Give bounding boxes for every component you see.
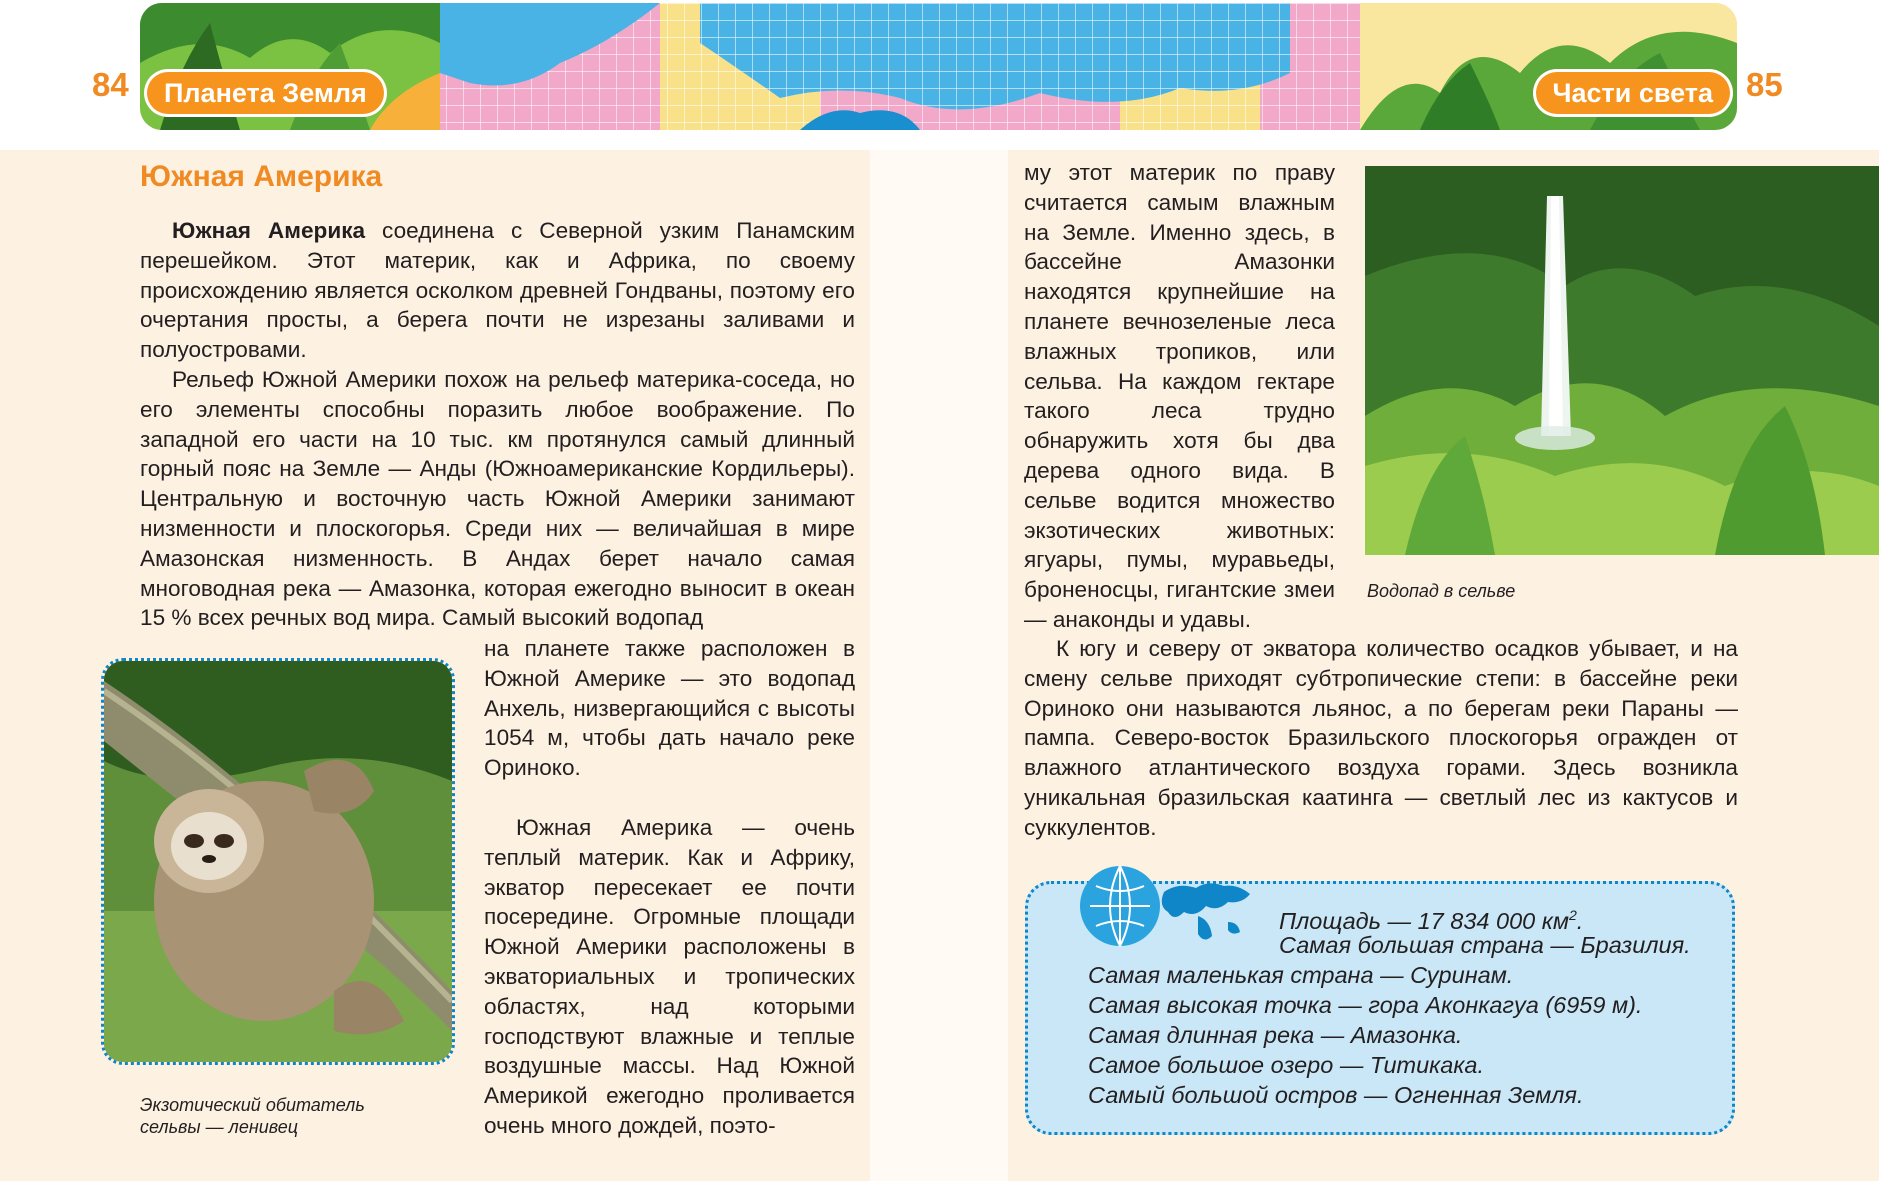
fact-largest-country: Самая большая страна — Бразилия. [1279,932,1691,958]
fact-largest-lake: Самое большое озеро — Титикака. [1088,1052,1485,1078]
facts-box [1025,881,1735,1135]
sloth-caption-line-1: Экзотический обитатель [140,1095,365,1115]
world-map-icon [1162,883,1250,939]
waterfall-paragraph: на планете также расположен в Южной Америке — это водопад Анхель, низвергающийся с высоты 1054 м, чтобы дать начало реке Ориноко. [484,636,855,781]
section-title: Южная Америка [140,160,383,193]
sloth-caption-line-2: сельвы — ленивец [140,1117,299,1137]
fact-area-value: Площадь — 17 834 000 км [1279,907,1569,934]
left-section-label: Планета Земля [144,69,387,117]
right-narrow-text [1024,158,1335,635]
selva-paragraph: му этот материк по праву считается самым влажным на Земле. Именно здесь, в бассейне Амазонки находятся крупнейшие на планете вечнозеленые леса влажных тропиков, или сельва. На каждом гектаре такого леса трудно обнаружить хотя бы два дерева одного вида. В сельве водится множество экзотических животных: ягуары, пумы, муравьеды, броненосцы, гигантские змеи — анаконды и удавы. [1024,160,1335,632]
waterfall-illustration [1365,166,1879,555]
intro-bold-term: Южная Америка [172,218,366,243]
waterfall-photo [1365,166,1879,555]
sloth-caption [140,1094,440,1138]
waterfall-caption: Водопад в сельве [1367,581,1516,601]
steppes-paragraph: К югу и северу от экватора количество осадков убывает, и на смену сельве приходят субтропические степи: в бассейне реки Ориноко они называются льянос, а по берегам реки Параны — пампа. Северо-восток Бразильского плоскогорья огражден от влажного атлантического воздуха горами. Здесь возникла уникальная бразильская каатинга — светлый лес из кактусов и суккулентов. [1024,636,1738,840]
fact-smallest-country: Самая маленькая страна — Суринам. [1088,962,1514,988]
fact-area-period: . [1576,907,1584,934]
fact-area-unit-power: 2 [1568,907,1577,923]
left-page-number: 84 [92,66,129,103]
intro-paragraph [140,216,855,365]
fact-highest-point: Самая высокая точка — гора Аконкагуа (6959 м). [1088,992,1643,1018]
steppes-text [1024,634,1738,843]
header-map-banner [140,3,1737,130]
fact-largest-island: Самый большой остров — Огненная Земля. [1088,1082,1584,1108]
page-gutter [870,150,1008,1181]
relief-paragraph: Рельеф Южной Америки похож на рельеф материка-соседа, но его элементы способны поразить любое воображение. По западной его части на 10 тыс. км протянулся самый длинный горный пояс на Земле — Анды (Южноамериканские Кордильеры). Центральную и восточную часть Южной Америки занимают низменности и плоскогорья. Среди них — величайшая в мире Амазонская низменность. В Андах берет начало самая многоводная река — Амазонка, которая ежегодно выносит в океан 15 % всех речных вод мира. Самый высокий водопад [140,366,855,631]
left-narrow-text [484,634,855,1141]
intro-text: соединена с Северной узким Панамским перешейком. Этот материк, как и Африка, по своему происхождению является осколком древней Гондваны, поэтому его очертания просты, а берега почти не изрезаны заливами и полуостровами. [140,218,855,363]
left-main-text [140,216,855,633]
map-banner-illustration [140,3,1737,130]
climate-paragraph: Южная Америка — очень теплый материк. Как и Африку, экватор пересекает ее почти посередине. Огромные площади Южной Америки расположены в экваториальных и тропических областях, над которыми господствуют влажные и теплые воздушные массы. Над Южной Америкой ежегодно проливается очень много дождей, поэто- [484,814,855,1138]
sloth-photo [101,658,455,1065]
fact-longest-river: Самая длинная река — Амазонка. [1088,1022,1463,1048]
globe-icon [1078,860,1258,956]
right-section-label: Части света [1533,69,1733,117]
right-page-number: 85 [1746,66,1783,103]
sloth-illustration [104,661,452,1062]
